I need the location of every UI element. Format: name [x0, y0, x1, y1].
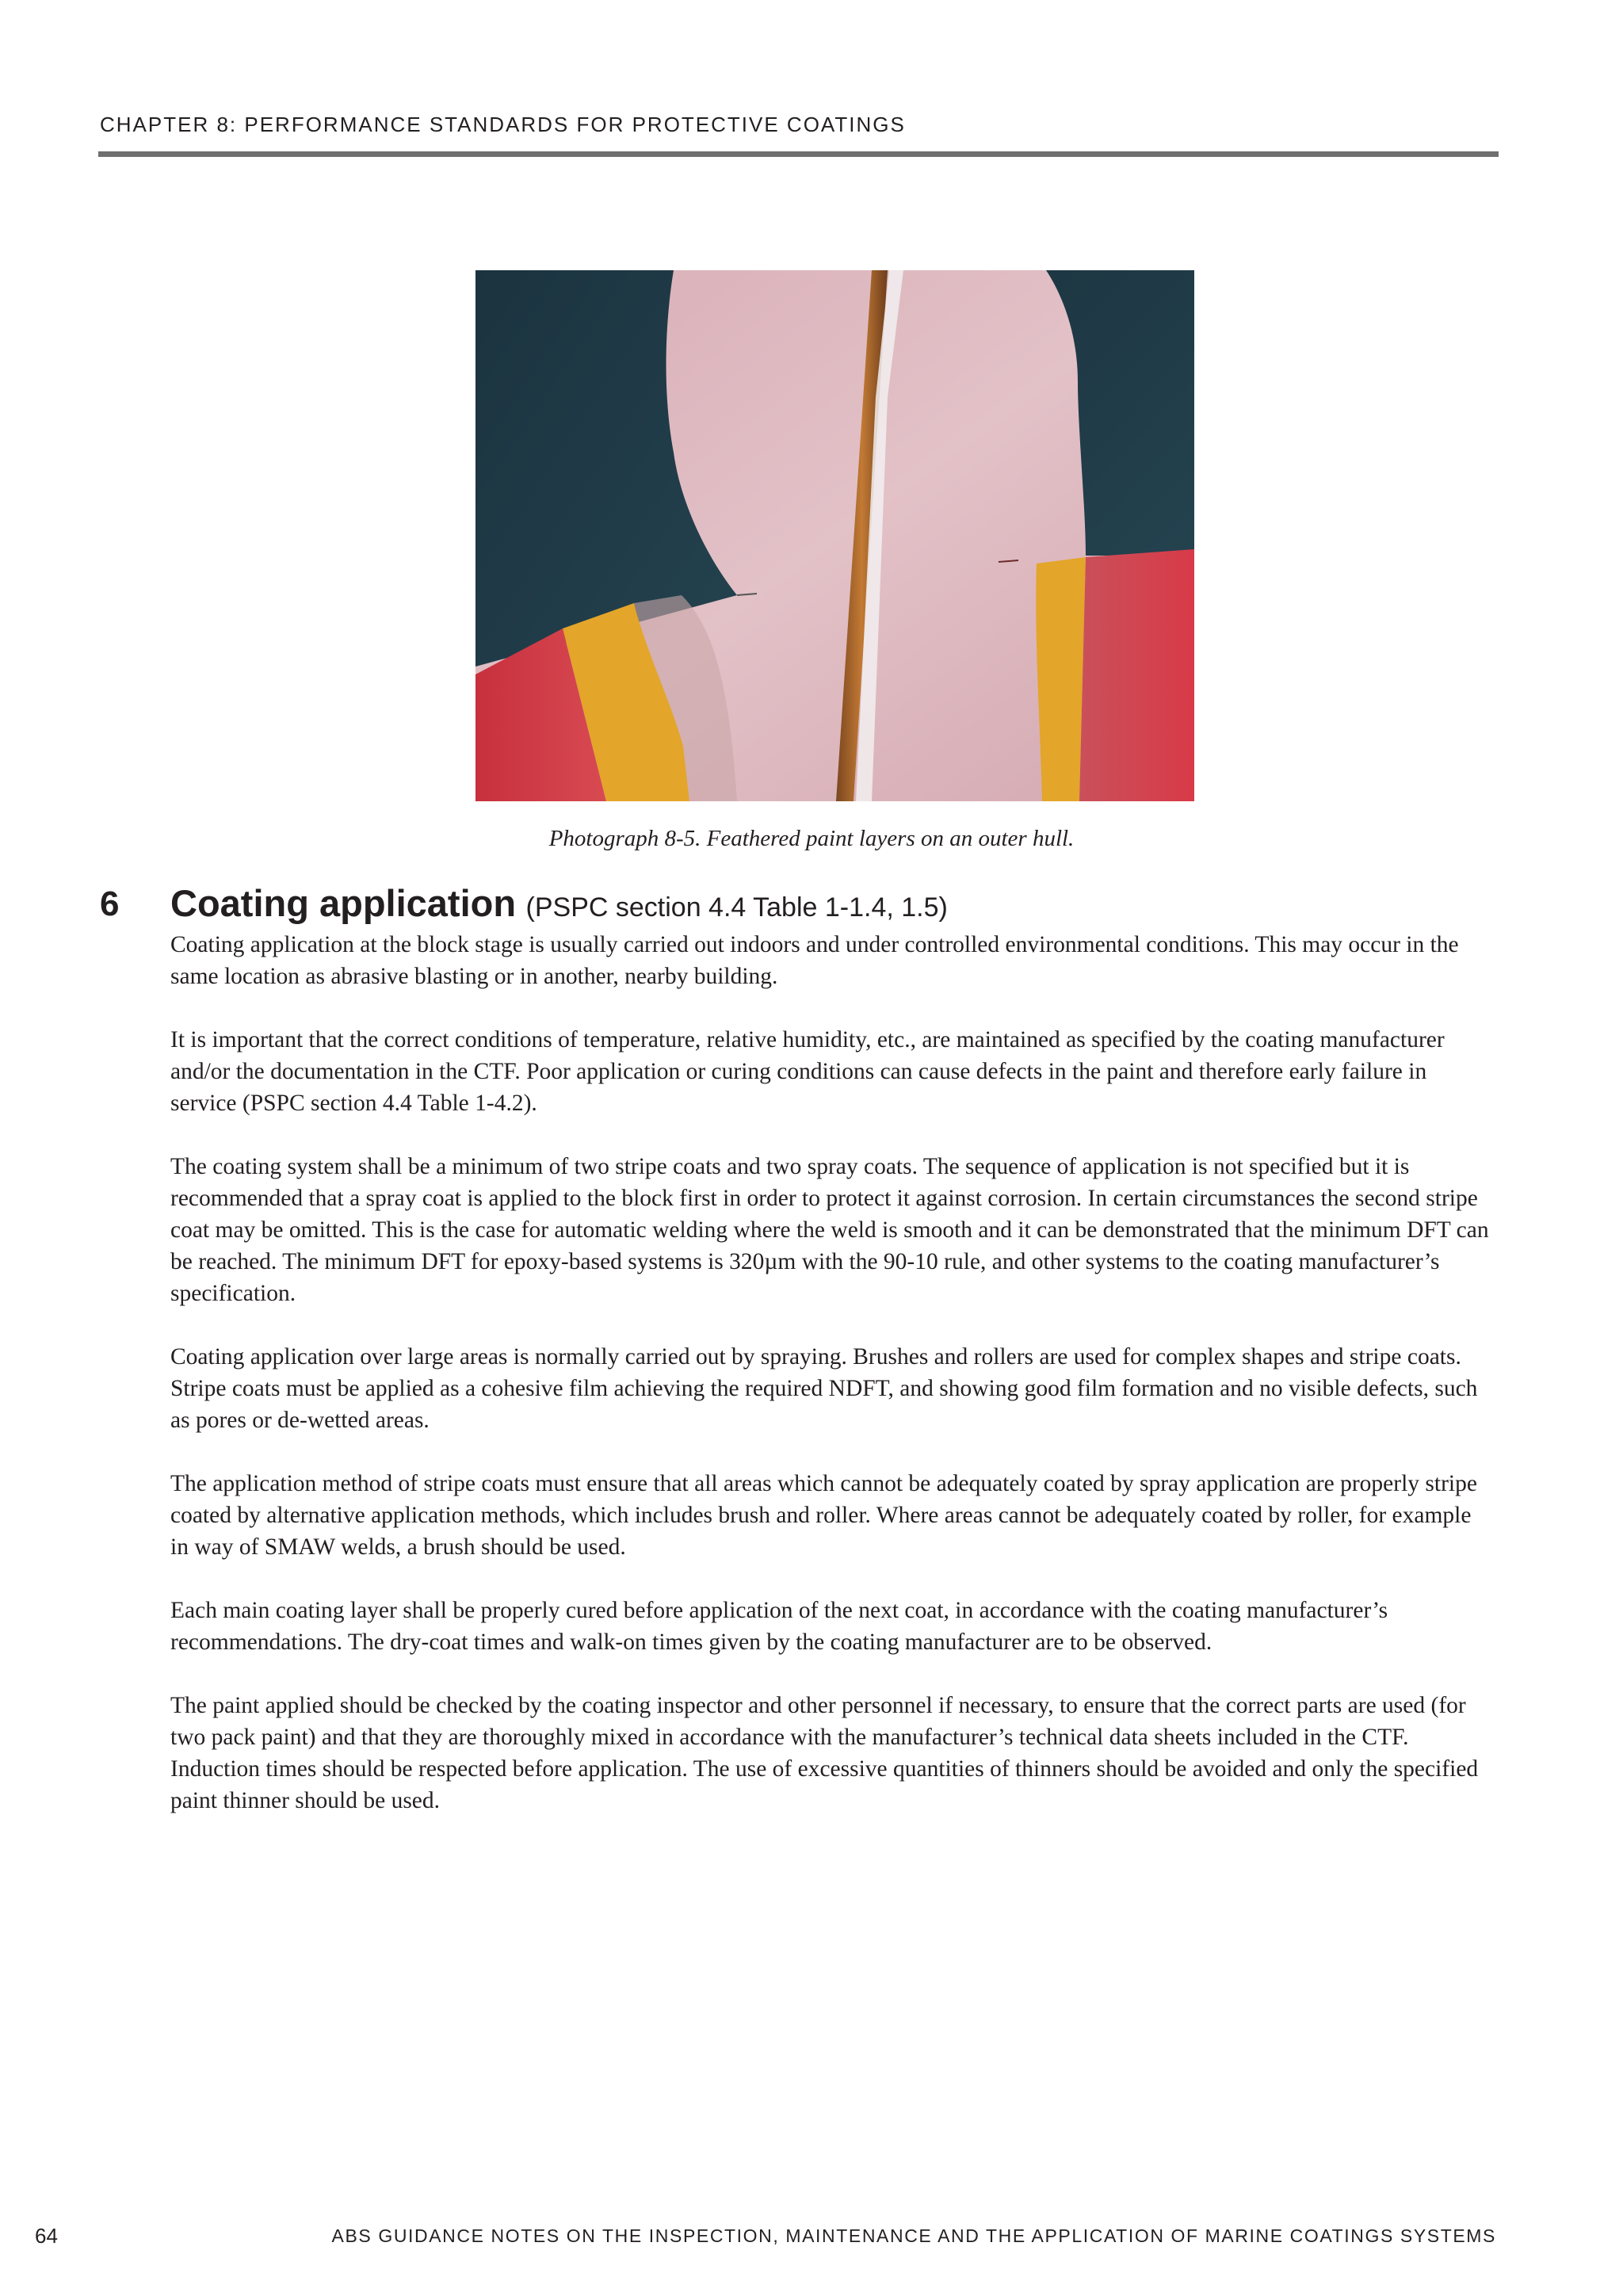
- running-footer: ABS GUIDANCE NOTES ON THE INSPECTION, MAINTENANCE AND THE APPLICATION OF MARINE COATINGS SYSTEMS: [331, 2225, 1496, 2246]
- section-title: Coating application: [170, 882, 517, 924]
- section-body: [170, 929, 1494, 1848]
- photo-illustration: [475, 270, 1194, 801]
- section-reference: (PSPC section 4.4 Table 1-1.4, 1.5): [525, 892, 948, 923]
- body-paragraph: The application method of stripe coats must ensure that all areas which cannot be adequately coated by spray application are properly stripe coated by alternative application methods, which includes brush and roller. Where areas cannot be adequately coated by roller, for example in way of SMAW welds, a brush should be used.: [170, 1471, 1477, 1560]
- body-paragraph: The paint applied should be checked by the coating inspector and other personnel if necessary, to ensure that the correct parts are used (for two pack paint) and that they are thoroughly mixed in accordance with the manufacturer’s technical data sheets included in the CTF. Induction times should be respected before application. The use of excessive quantities of thinners should be avoided and only the specified paint thinner should be used.: [170, 1693, 1479, 1813]
- header-rule: [98, 151, 1499, 157]
- running-header: CHAPTER 8: PERFORMANCE STANDARDS FOR PROTECTIVE COATINGS: [100, 113, 906, 136]
- section-heading: [170, 881, 948, 925]
- photograph-feathered-paint-layers: [475, 270, 1194, 801]
- body-paragraph: It is important that the correct conditions of temperature, relative humidity, etc., are maintained as specified by the coating manufacturer and/or the documentation in the CTF. Poor application or curing conditions can cause defects in the paint and therefore early failure in service (PSPC section 4.4 Table 1-4.2).: [170, 1027, 1445, 1116]
- page-number: 64: [35, 2224, 58, 2248]
- section-number: 6: [100, 884, 120, 923]
- body-paragraph: The coating system shall be a minimum of two stripe coats and two spray coats. The sequence of application is not specified but it is recommended that a spray coat is applied to the block first in order to protect it against corrosion. In certain circumstances the second stripe coat may be omitted. This is the case for automatic welding where the weld is smooth and it can be demonstrated that the minimum DFT can be reached. The minimum DFT for epoxy-based systems is 320µm with the 90-10 rule, and other systems to the coating manufacturer’s specification.: [170, 1154, 1489, 1306]
- red-stripe-right: [1079, 549, 1194, 801]
- body-paragraph: Coating application at the block stage is usually carried out indoors and under controlled environmental conditions. This may occur in the same location as abrasive blasting or in another, nearby building.: [170, 932, 1459, 989]
- body-paragraph: Each main coating layer shall be properly cured before application of the next coat, in accordance with the coating manufacturer’s recommendations. The dry-coat times and walk-on times given by the coating manufacturer are to be observed.: [170, 1598, 1388, 1655]
- figure-caption: Photograph 8-5. Feathered paint layers on an outer hull.: [548, 826, 1075, 851]
- body-paragraph: Coating application over large areas is normally carried out by spraying. Brushes and rollers are used for complex shapes and stripe coats. Stripe coats must be applied as a cohesive film achieving the required NDFT, and showing good film formation and no visible defects, such as pores or de-wetted areas.: [170, 1344, 1478, 1433]
- yellow-stripe-right: [1036, 557, 1086, 801]
